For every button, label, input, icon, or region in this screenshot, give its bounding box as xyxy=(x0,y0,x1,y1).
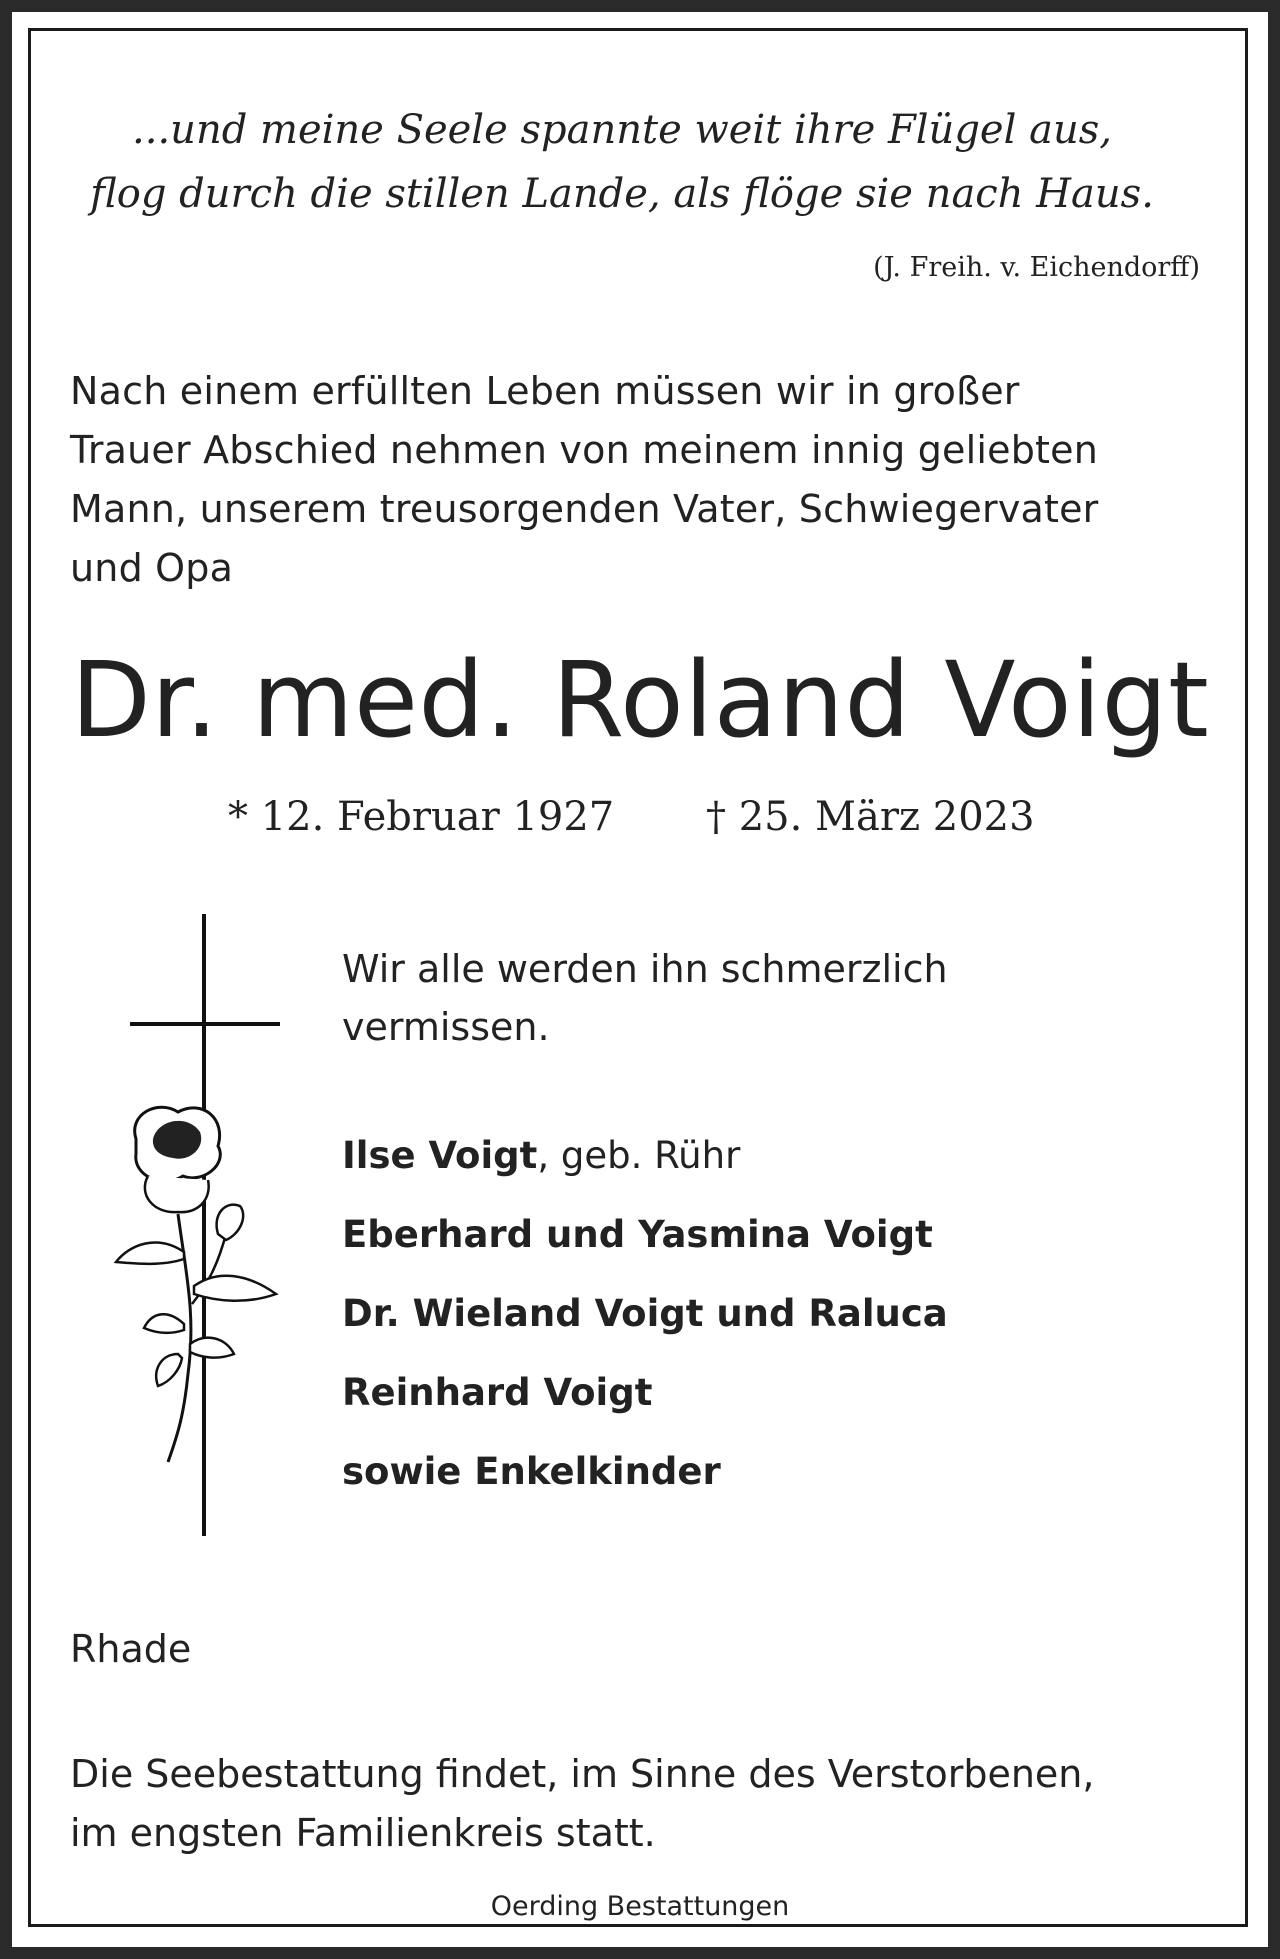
intro-text xyxy=(70,362,1230,598)
quote-source: (J. Freih. v. Eichendorff) xyxy=(873,252,1200,283)
mourning-text xyxy=(342,940,948,1056)
family-list xyxy=(342,1116,948,1511)
obituary-sheet xyxy=(12,12,1268,1947)
family-member-suffix: , geb. Rühr xyxy=(537,1134,741,1177)
deceased-name: Dr. med. Roland Voigt xyxy=(70,639,1210,761)
place-name: Rhade xyxy=(70,1627,192,1671)
burial-notice xyxy=(70,1745,1094,1863)
poem-quote xyxy=(72,98,1172,226)
intro-line: Mann, unserem treusorgenden Vater, Schwiegervater xyxy=(70,487,1099,531)
burial-line: im engsten Familienkreis statt. xyxy=(70,1811,656,1855)
family-member-name: Ilse Voigt xyxy=(342,1134,538,1177)
family-member: sowie Enkelkinder xyxy=(342,1450,721,1493)
family-member: Reinhard Voigt xyxy=(342,1371,653,1414)
intro-line: und Opa xyxy=(70,546,234,590)
intro-line: Trauer Abschied nehmen von meinem innig geliebten xyxy=(70,428,1099,472)
intro-line: Nach einem erfüllten Leben müssen wir in großer xyxy=(70,369,1020,413)
cross-with-rose-icon xyxy=(108,914,308,1536)
quote-line: flog durch die stillen Lande, als flöge sie nach Haus. xyxy=(90,171,1154,217)
family-member: Eberhard und Yasmina Voigt xyxy=(342,1213,933,1256)
death-date: † 25. März 2023 xyxy=(706,794,1035,840)
family-member xyxy=(342,1116,948,1195)
mourning-line: Wir alle werden ihn schmerzlich xyxy=(342,947,948,991)
funeral-home: Oerding Bestattungen xyxy=(490,1891,790,1922)
birth-date: * 12. Februar 1927 xyxy=(228,794,615,840)
mourning-line: vermissen. xyxy=(342,1005,550,1049)
family-member: Dr. Wieland Voigt und Raluca xyxy=(342,1292,948,1335)
quote-line: ...und meine Seele spannte weit ihre Flügel aus, xyxy=(132,107,1112,153)
burial-line: Die Seebestattung findet, im Sinne des Verstorbenen, xyxy=(70,1752,1095,1796)
